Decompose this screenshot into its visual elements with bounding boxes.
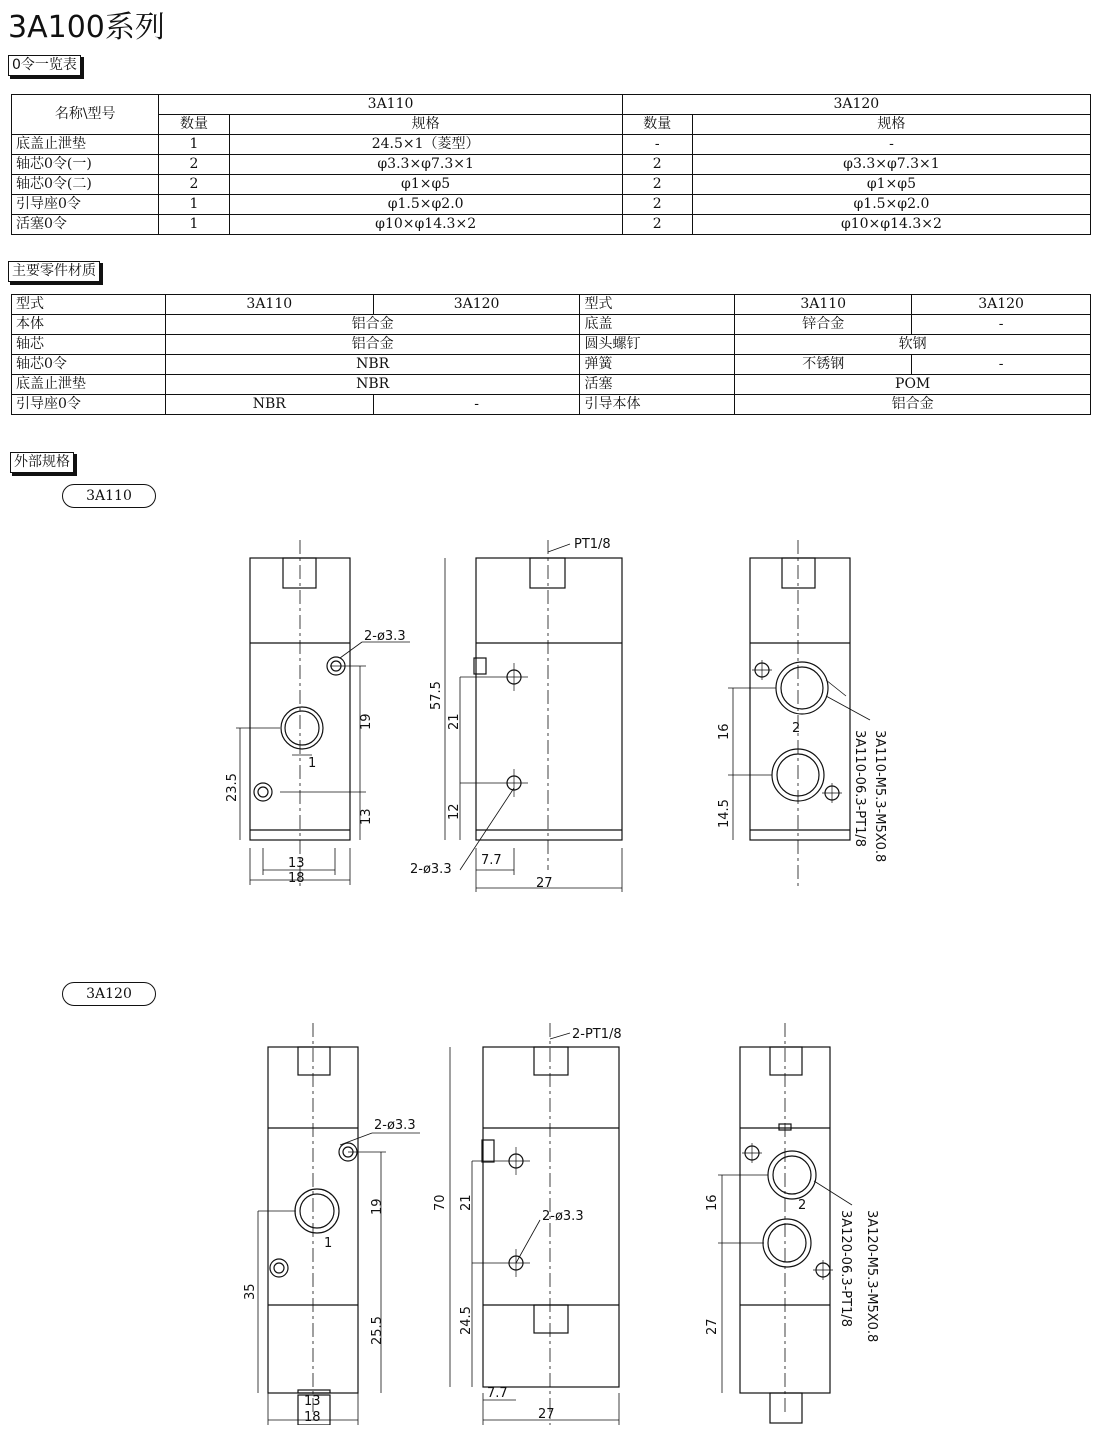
header-b-2: 3A120 bbox=[912, 295, 1091, 315]
front-view-3a120 bbox=[258, 1023, 420, 1425]
dim-hole-2: 2-ø3.3 bbox=[410, 862, 452, 877]
section-oring-list: 0令一览表 bbox=[8, 55, 81, 76]
dim-16: 16 bbox=[705, 1194, 720, 1211]
header-model-b: 3A120 bbox=[622, 95, 1090, 115]
dim-18: 18 bbox=[304, 1410, 321, 1425]
dim-7-7: 7.7 bbox=[487, 1386, 508, 1401]
dim-13-vertical: 13 bbox=[359, 808, 374, 825]
code-m5: 3A110-M5.3-M5X0.8 bbox=[872, 730, 887, 863]
header-qty-b: 数量 bbox=[622, 115, 692, 135]
table-row: 引导座0令 1 φ1.5×φ2.0 2 φ1.5×φ2.0 bbox=[12, 195, 1091, 215]
table-row: 轴芯0令(一) 2 φ3.3×φ7.3×1 2 φ3.3×φ7.3×1 bbox=[12, 155, 1091, 175]
table-row: 活塞0令 1 φ10×φ14.3×2 2 φ10×φ14.3×2 bbox=[12, 215, 1091, 235]
header-qty-a: 数量 bbox=[159, 115, 229, 135]
header-a-2: 3A110 bbox=[735, 295, 912, 315]
model-label-3a110: 3A110 bbox=[62, 484, 156, 508]
table-row: 轴芯 铝合金 圆头螺钉 软钢 bbox=[12, 335, 1091, 355]
header-spec-b: 规格 bbox=[692, 115, 1090, 135]
dim-27: 27 bbox=[536, 876, 553, 891]
table-row: 轴芯0令 NBR 弹簧 不锈钢 - bbox=[12, 355, 1091, 375]
dim-pt: 2-PT1/8 bbox=[572, 1027, 622, 1042]
table-row: 底盖止泄垫 1 24.5×1（菱型） - - bbox=[12, 135, 1091, 155]
header-type-2: 型式 bbox=[580, 295, 735, 315]
code-m5: 3A120-M5.3-M5X0.8 bbox=[864, 1210, 879, 1343]
material-table bbox=[11, 294, 1091, 415]
dim-2: 2 bbox=[798, 1198, 807, 1213]
drawing-3a110 bbox=[0, 530, 1099, 900]
header-name-model: 名称\型号 bbox=[12, 95, 159, 135]
model-label-3a120: 3A120 bbox=[62, 982, 156, 1006]
header-spec-a: 规格 bbox=[229, 115, 622, 135]
front-view-3a110 bbox=[236, 540, 410, 890]
section-material: 主要零件材质 bbox=[8, 261, 100, 282]
table-row: 底盖止泄垫 NBR 活塞 POM bbox=[12, 375, 1091, 395]
side-view-3a110 bbox=[445, 540, 622, 892]
oring-table bbox=[11, 94, 1091, 235]
dim-13: 13 bbox=[304, 1394, 321, 1409]
page-title: 3A100系列 bbox=[8, 10, 165, 45]
dim-57-5: 57.5 bbox=[429, 681, 444, 710]
dim-hole-2: 2-ø3.3 bbox=[542, 1209, 584, 1224]
dim-13: 13 bbox=[288, 856, 305, 871]
dim-2: 2 bbox=[792, 721, 801, 736]
section-external-spec: 外部规格 bbox=[10, 452, 74, 473]
header-type-1: 型式 bbox=[12, 295, 166, 315]
dim-23-5: 23.5 bbox=[225, 773, 240, 802]
header-a-1: 3A110 bbox=[165, 295, 373, 315]
dim-19: 19 bbox=[370, 1198, 385, 1215]
dim-12: 12 bbox=[447, 803, 462, 820]
dim-1: 1 bbox=[308, 756, 317, 771]
side-view-3a120 bbox=[450, 1023, 619, 1425]
dim-19: 19 bbox=[359, 713, 374, 730]
dim-27-vertical: 27 bbox=[705, 1318, 720, 1335]
dim-1: 1 bbox=[324, 1236, 333, 1251]
dim-pt: PT1/8 bbox=[574, 537, 611, 552]
header-b-1: 3A120 bbox=[373, 295, 580, 315]
dim-27: 27 bbox=[538, 1407, 555, 1422]
code-pt: 3A120-06.3-PT1/8 bbox=[838, 1210, 853, 1328]
dim-14-5: 14.5 bbox=[717, 799, 732, 828]
dim-7-7: 7.7 bbox=[481, 853, 502, 868]
dim-70: 70 bbox=[433, 1194, 448, 1211]
dim-24-5: 24.5 bbox=[459, 1306, 474, 1335]
table-row: 引导座0令 NBR - 引导本体 铝合金 bbox=[12, 395, 1091, 415]
dim-35: 35 bbox=[243, 1283, 258, 1300]
dim-16: 16 bbox=[717, 723, 732, 740]
end-view-3a120 bbox=[718, 1023, 852, 1423]
dim-25-5: 25.5 bbox=[370, 1316, 385, 1345]
dim-hole: 2-ø3.3 bbox=[374, 1118, 416, 1133]
end-view-3a110 bbox=[728, 540, 870, 890]
code-pt: 3A110-06.3-PT1/8 bbox=[852, 730, 867, 848]
header-model-a: 3A110 bbox=[159, 95, 622, 115]
dim-21: 21 bbox=[447, 713, 462, 730]
dim-hole: 2-ø3.3 bbox=[364, 629, 406, 644]
drawing-3a120 bbox=[0, 1015, 1099, 1425]
table-row: 轴芯0令(二) 2 φ1×φ5 2 φ1×φ5 bbox=[12, 175, 1091, 195]
dim-18: 18 bbox=[288, 871, 305, 886]
table-row: 本体 铝合金 底盖 锌合金 - bbox=[12, 315, 1091, 335]
dim-21: 21 bbox=[459, 1194, 474, 1211]
